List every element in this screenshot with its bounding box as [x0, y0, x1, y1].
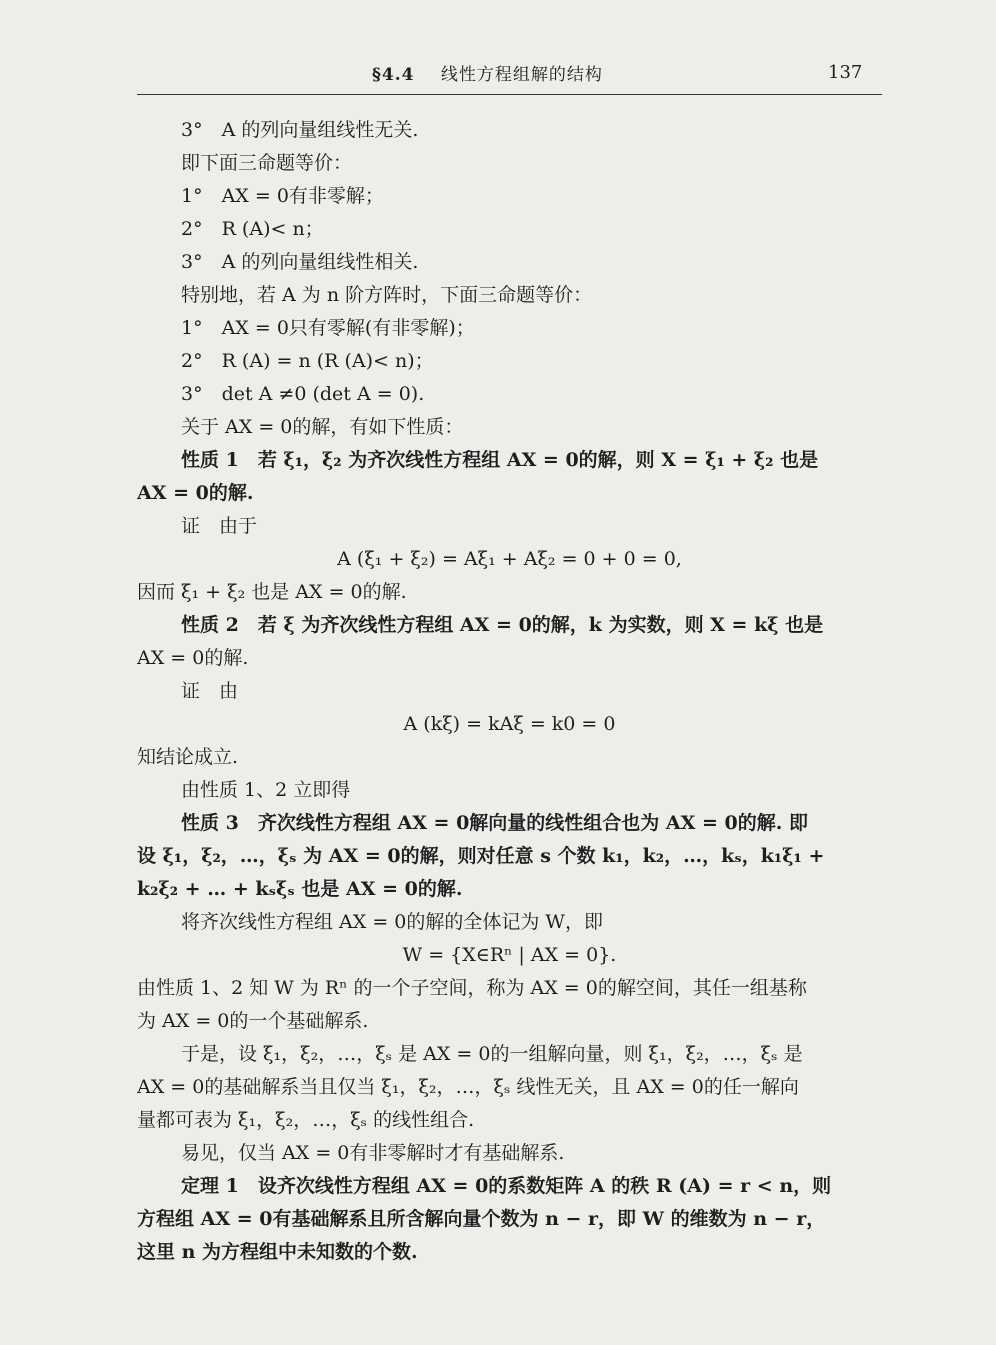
text-line: 2° R (A)< n； — [181, 218, 324, 240]
display-equation: W = {X∈Rⁿ | AX = 0}. — [402, 944, 617, 966]
text-line: 证 由 — [181, 680, 239, 702]
text-line: 设 ξ₁，ξ₂，…，ξₛ 为 AX = 0的解，则对任意 s 个数 k₁，k₂，…，kₛ，k₁ξ₁ + — [137, 845, 825, 867]
text-line: AX = 0的解. — [137, 647, 249, 669]
page-number: 137 — [828, 62, 863, 83]
text-line: 2° R (A) = n (R (A)< n)； — [181, 350, 434, 372]
text-line: 证 由于 — [181, 515, 258, 537]
text-line: 性质 1 若 ξ₁，ξ₂ 为齐次线性方程组 AX = 0的解，则 X = ξ₁ + ξ₂ 也是 — [181, 449, 819, 471]
text-line: 由性质 1、2 立即得 — [181, 779, 351, 801]
text-line: 方程组 AX = 0有基础解系且所含解向量个数为 n − r，即 W 的维数为 n − r， — [137, 1208, 826, 1230]
text-line: 这里 n 为方程组中未知数的个数. — [137, 1241, 418, 1263]
text-line: 1° AX = 0有非零解； — [181, 185, 384, 207]
text-line: 即下面三命题等价： — [181, 152, 353, 174]
text-line: 因而 ξ₁ + ξ₂ 也是 AX = 0的解. — [137, 581, 407, 603]
running-header — [372, 60, 603, 85]
header-rule — [137, 94, 882, 95]
section-title: 线性方程组解的结构 — [440, 65, 603, 85]
text-line: AX = 0的解. — [137, 482, 254, 504]
text-line: 3° A 的列向量组线性无关. — [181, 119, 419, 141]
text-line: 由性质 1、2 知 W 为 Rⁿ 的一个子空间，称为 AX = 0的解空间，其任一组基称 — [137, 977, 807, 999]
text-line: 将齐次线性方程组 AX = 0的解的全体记为 W，即 — [181, 911, 603, 933]
text-line: 量都可表为 ξ₁，ξ₂，…，ξₛ 的线性组合. — [137, 1109, 475, 1131]
page-body — [137, 114, 882, 1269]
text-line: 知结论成立. — [137, 746, 239, 768]
text-line: 定理 1 设齐次线性方程组 AX = 0的系数矩阵 A 的秩 R (A) = r < n，则 — [181, 1175, 832, 1197]
text-line: 性质 3 齐次线性方程组 AX = 0解向量的线性组合也为 AX = 0的解. 即 — [181, 812, 809, 834]
text-line: 为 AX = 0的一个基础解系. — [137, 1010, 369, 1032]
text-line: k₂ξ₂ + … + kₛξₛ 也是 AX = 0的解. — [137, 878, 463, 900]
text-line: 1° AX = 0只有零解(有非零解)； — [181, 317, 475, 339]
text-line: 特别地，若 A 为 n 阶方阵时，下面三命题等价： — [181, 284, 593, 306]
text-line: 于是，设 ξ₁，ξ₂，…，ξₛ 是 AX = 0的一组解向量，则 ξ₁，ξ₂，…，ξₛ 是 — [181, 1043, 803, 1065]
display-equation: A (ξ₁ + ξ₂) = Aξ₁ + Aξ₂ = 0 + 0 = 0, — [337, 548, 682, 570]
text-line: 关于 AX = 0的解，有如下性质： — [181, 416, 464, 438]
text-line: 3° det A ≠0 (det A = 0). — [181, 383, 425, 405]
section-number: §4.4 — [372, 65, 415, 85]
text-line: 易见，仅当 AX = 0有非零解时才有基础解系. — [181, 1142, 565, 1164]
display-equation: A (kξ) = kAξ = k0 = 0 — [403, 713, 616, 735]
text-line: AX = 0的基础解系当且仅当 ξ₁，ξ₂，…，ξₛ 线性无关，且 AX = 0的任一解向 — [137, 1076, 799, 1098]
text-line: 3° A 的列向量组线性相关. — [181, 251, 419, 273]
text-line: 性质 2 若 ξ 为齐次线性方程组 AX = 0的解，k 为实数，则 X = kξ 也是 — [181, 614, 824, 636]
